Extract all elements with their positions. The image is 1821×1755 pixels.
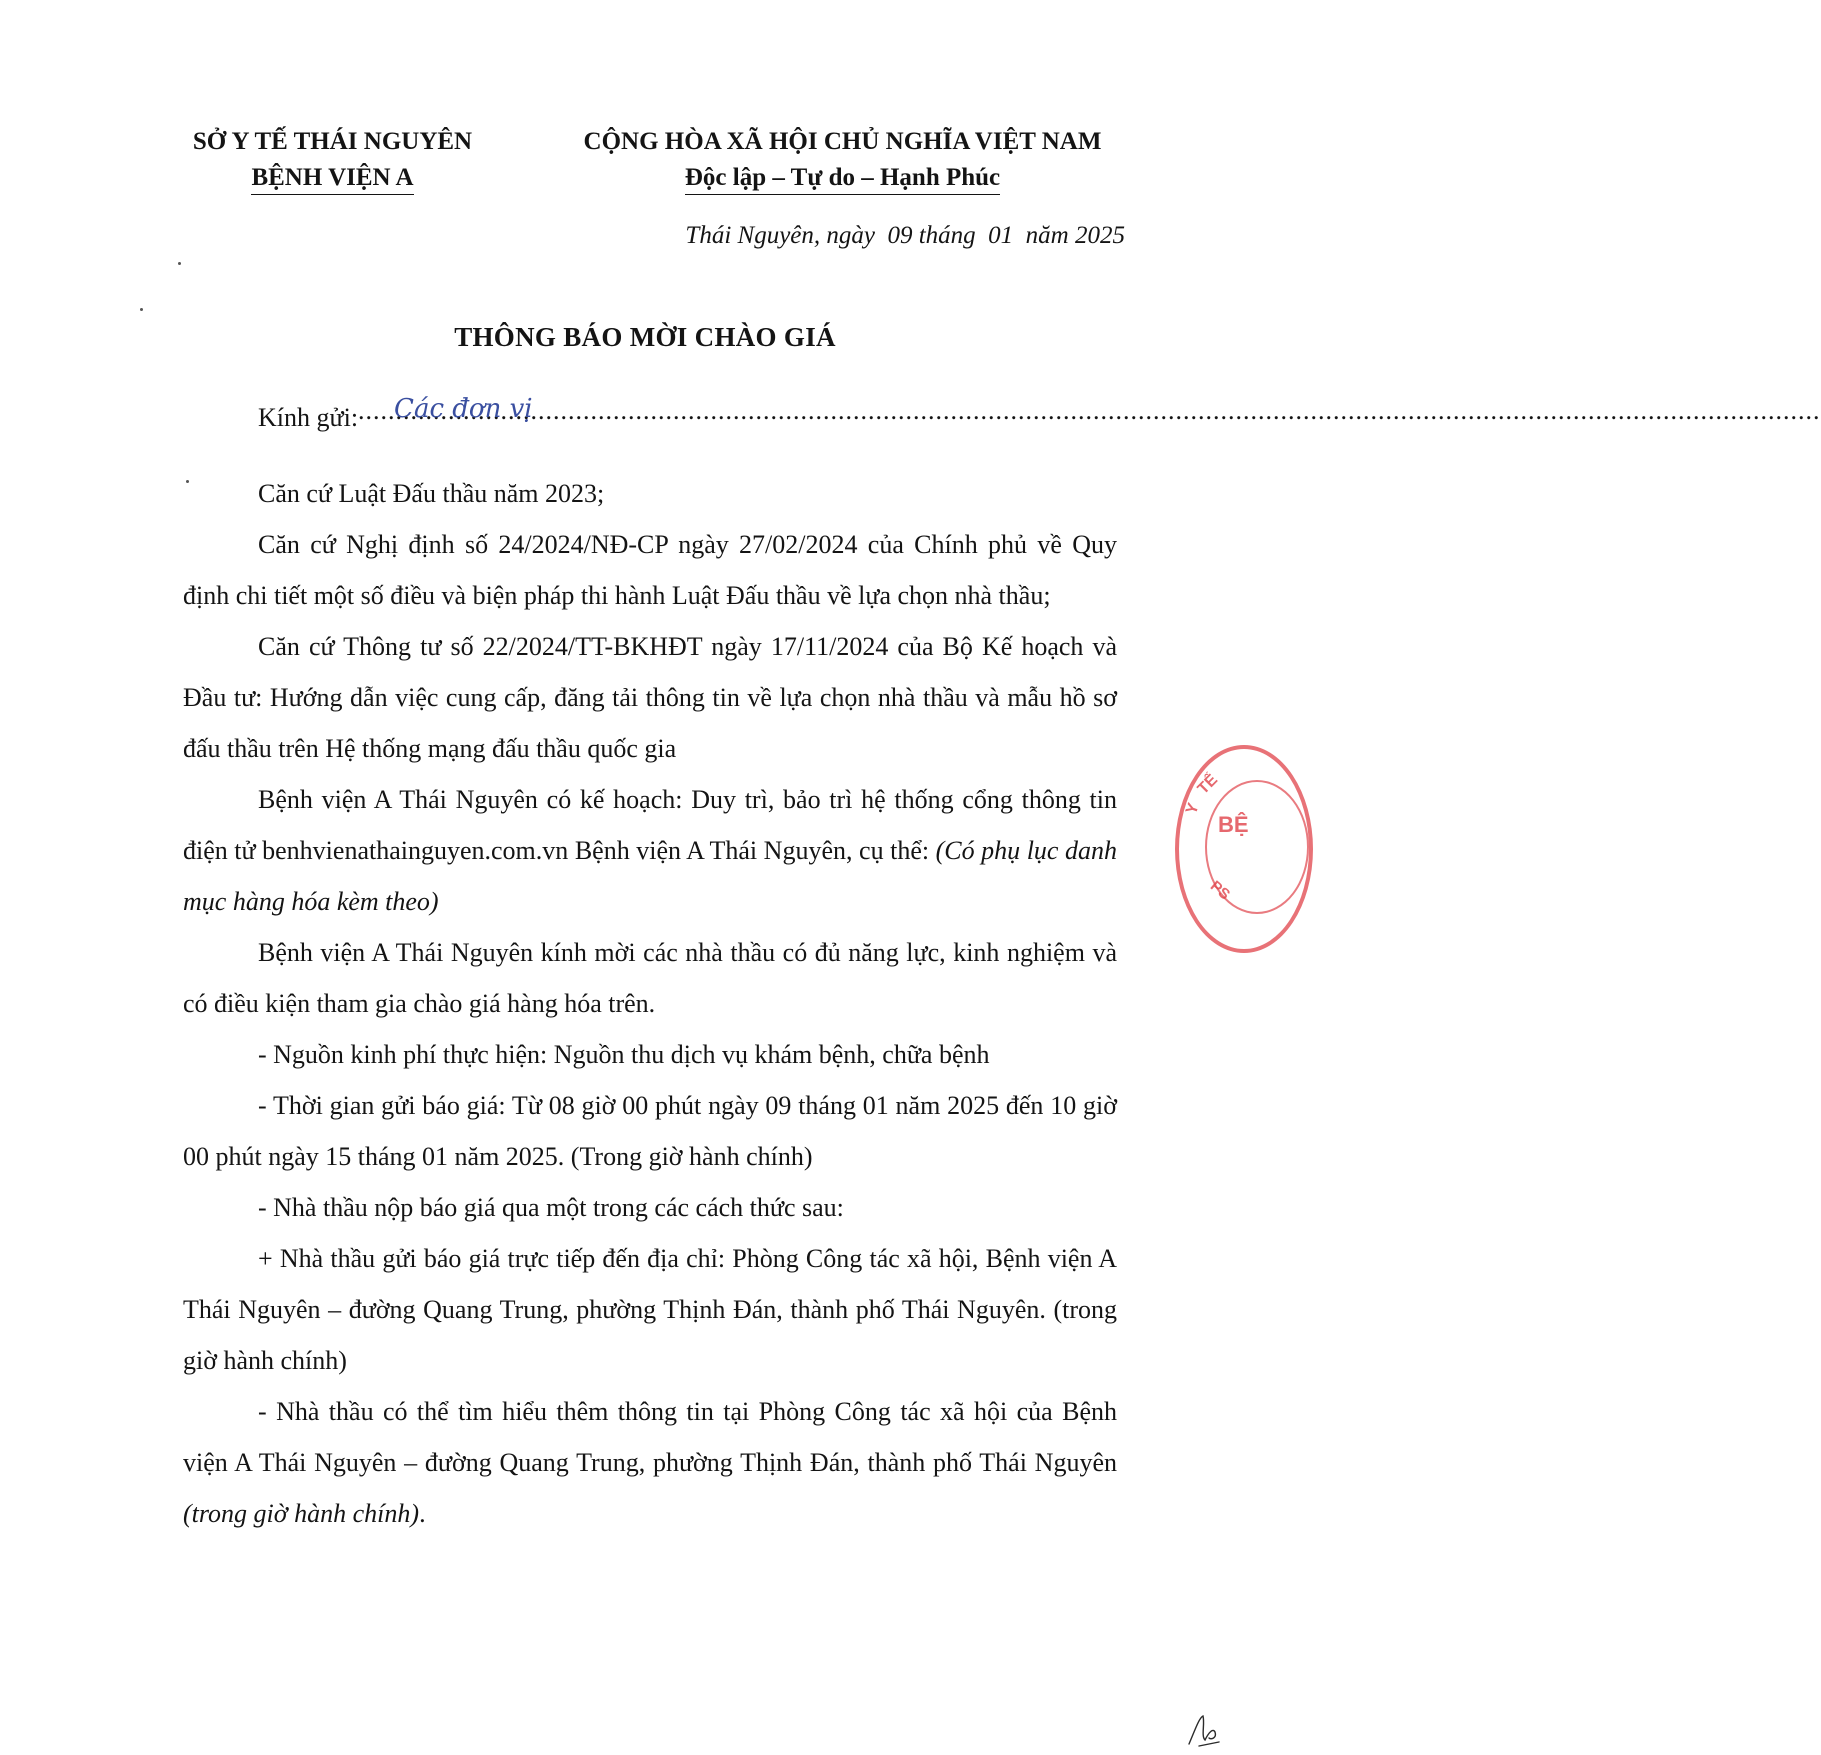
national-title: CỘNG HÒA XÃ HỘI CHỦ NGHĨA VIỆT NAM	[583, 128, 1102, 155]
issuer-header	[165, 124, 500, 196]
more-info-text: - Nhà thầu có thể tìm hiểu thêm thông tin tại Phòng Công tác xã hội của Bệnh viện A Thái Nguyên – đường Quang Trung, phường Thịnh Đán, thành phố Thái Nguyên	[183, 1397, 1117, 1477]
issuer-hospital: BỆNH VIỆN A	[251, 162, 413, 195]
paragraph-funding: - Nguồn kinh phí thực hiện: Nguồn thu dịch vụ khám bệnh, chữa bệnh	[258, 1040, 990, 1069]
stamp-text-mid: BỆ	[1218, 812, 1249, 837]
scan-speck	[186, 480, 189, 483]
stamp-text-bottom: PS	[1206, 877, 1234, 904]
stamp-text-top: TẾ	[1194, 771, 1222, 798]
more-info-hours: (trong giờ hành chính)	[183, 1499, 420, 1528]
date-line: Thái Nguyên, ngày 09 tháng 01 năm 2025	[685, 222, 1125, 249]
paragraph-invitation: Bệnh viện A Thái Nguyên kính mời các nhà thầu có đủ năng lực, kinh nghiệm và có điều kiện tham gia chào giá hàng hóa trên.	[183, 938, 1117, 1018]
document-body	[183, 468, 1117, 1539]
recipient-label: Kính gửi:	[258, 403, 359, 432]
document-title: THÔNG BÁO MỜI CHÀO GIÁ	[454, 322, 836, 352]
paragraph-deadline: - Thời gian gửi báo giá: Từ 08 giờ 00 phút ngày 09 tháng 01 năm 2025 đến 10 giờ 00 phút ngày 15 tháng 01 năm 2025. (Trong giờ hành chính)	[183, 1091, 1117, 1171]
recipient-line	[258, 394, 1034, 433]
initials-mark	[1185, 1710, 1225, 1750]
scan-speck	[140, 308, 143, 311]
more-info-end: .	[419, 1499, 426, 1528]
issuer-department: SỞ Y TẾ THÁI NGUYÊN	[192, 128, 473, 155]
paragraph-plan	[183, 774, 1117, 927]
recipient-handwritten: Các đơn vị	[394, 394, 533, 424]
paragraph-legal-basis-1: Căn cứ Luật Đấu thầu năm 2023;	[258, 479, 605, 508]
national-header	[555, 124, 1130, 196]
paragraph-submission-address: + Nhà thầu gửi báo giá trực tiếp đến địa chỉ: Phòng Công tác xã hội, Bệnh viện A Thái Nguyên – đường Quang Trung, phường Thịnh Đán, thành phố Thái Nguyên. (trong giờ hành chính)	[183, 1244, 1117, 1375]
paragraph-legal-basis-3: Căn cứ Thông tư số 22/2024/TT-BKHĐT ngày 17/11/2024 của Bộ Kế hoạch và Đầu tư: Hướng dẫn việc cung cấp, đăng tải thông tin về lựa chọn nhà thầu và mẫu hồ sơ đấu thầu trên Hệ thống mạng đấu thầu quốc gia	[183, 632, 1117, 763]
paragraph-more-info	[183, 1386, 1117, 1539]
plan-text: Bệnh viện A Thái Nguyên có kế hoạch: Duy trì, bảo trì hệ thống cổng thông tin điện tử benhvienathainguyen.com.vn Bệnh viện A Thái Nguyên, cụ thể:	[183, 785, 1117, 865]
scan-speck	[178, 262, 181, 265]
paragraph-legal-basis-2: Căn cứ Nghị định số 24/2024/NĐ-CP ngày 27/02/2024 của Chính phủ về Quy định chi tiết một số điều và biện pháp thi hành Luật Đấu thầu về lựa chọn nhà thầu;	[183, 530, 1117, 610]
paragraph-submission-methods: - Nhà thầu nộp báo giá qua một trong các cách thức sau:	[258, 1193, 844, 1222]
plan-appendix-note: (Có phụ lục danh mục hàng hóa kèm theo)	[183, 836, 1117, 916]
stamp-text-side: Y	[1183, 800, 1203, 817]
national-motto: Độc lập – Tự do – Hạnh Phúc	[685, 162, 1000, 195]
recipient-dotted-line	[358, 394, 1034, 426]
